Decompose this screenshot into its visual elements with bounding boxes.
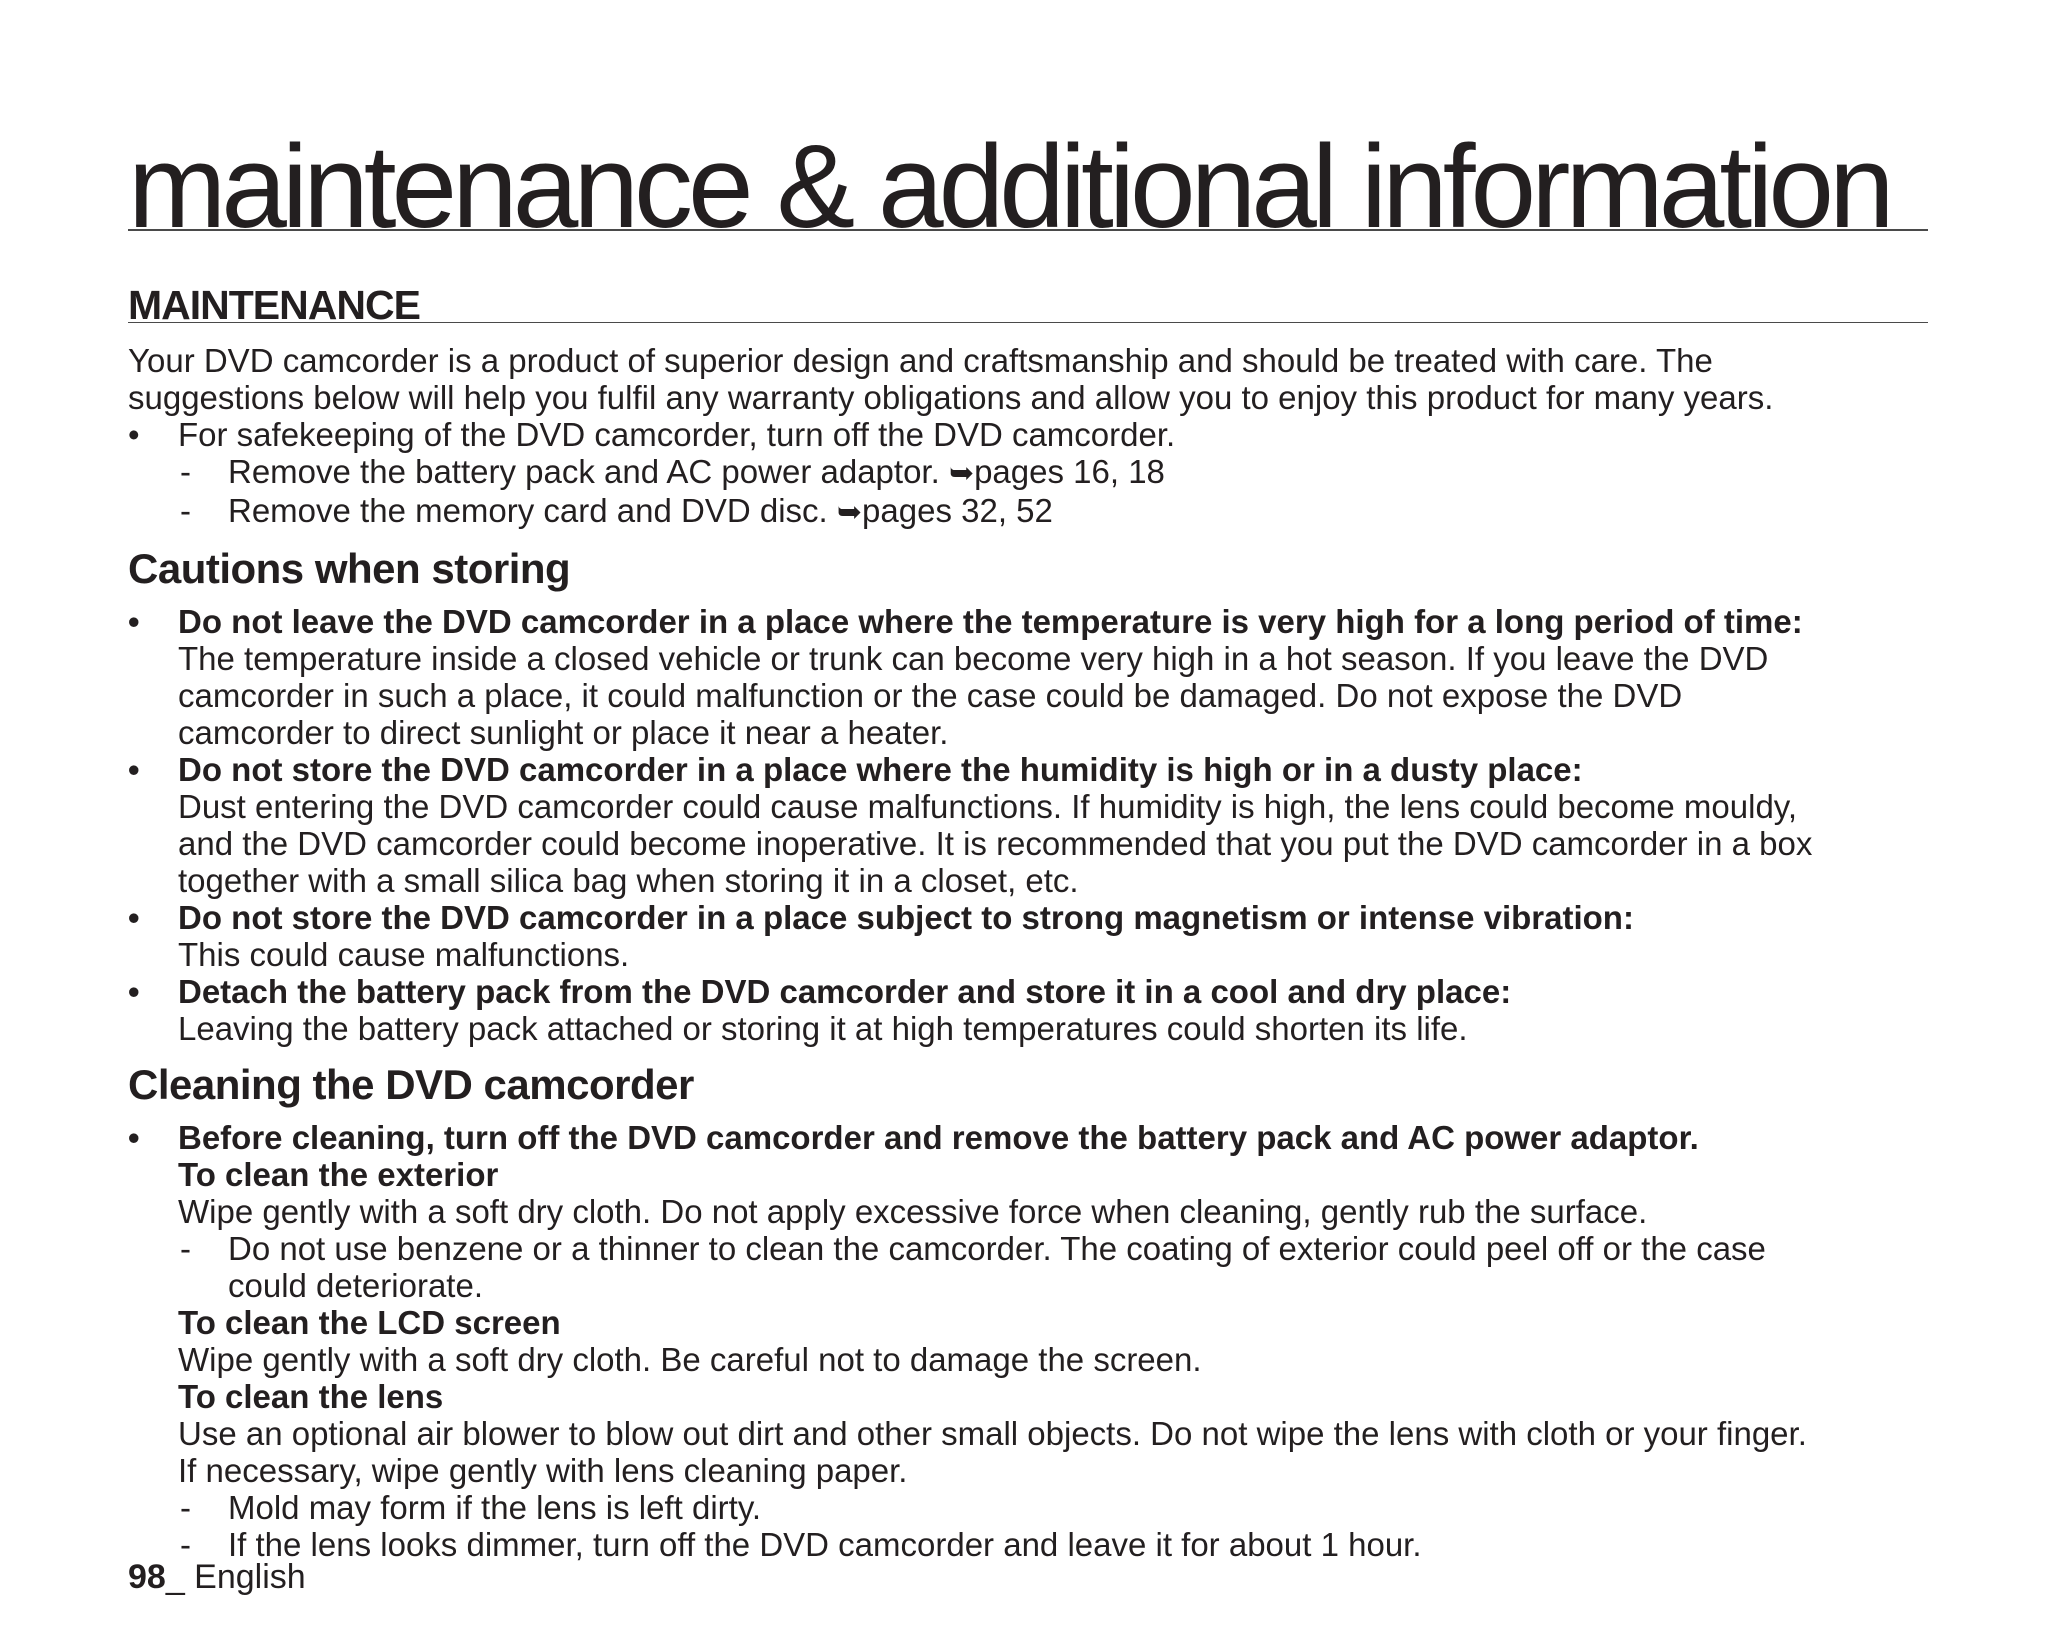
lcd-title: To clean the LCD screen [178,1304,561,1341]
exterior-dash-1: - Do not use benzene or a thinner to clean the camcorder. The coating of exterior could peel off or the case [180,1230,1766,1267]
bullet-icon: • [128,899,140,936]
caution-1-text-2: camcorder in such a place, it could malfunction or the case could be damaged. Do not expose the DVD [178,677,1683,714]
intro-line-2: suggestions below will help you fulfil any warranty obligations and allow you to enjoy this product for many years. [128,379,1774,416]
dash-icon: - [180,1526,191,1563]
caution-1-text-3: camcorder to direct sunlight or place it near a heater. [178,714,949,751]
section-divider [128,322,1928,323]
bullet-icon: • [128,603,140,640]
bullet-icon: • [128,973,140,1010]
caution-1-text-1: The temperature inside a closed vehicle or trunk can become very high in a hot season. If you leave the DVD [178,640,1769,677]
dash-icon: - [180,492,191,529]
cautions-heading: Cautions when storing [128,545,571,592]
lens-text-1: Use an optional air blower to blow out dirt and other small objects. Do not wipe the lens with cloth or your finger. [178,1415,1807,1452]
page-reference-arrow-icon: ➥ [948,457,975,490]
safekeeping-dash-2: - Remove the memory card and DVD disc. ➥pages 32, 52 [180,492,1053,529]
caution-2-text-2: and the DVD camcorder could become inoperative. It is recommended that you put the DVD camcorder in a box [178,825,1813,862]
intro-line-1: Your DVD camcorder is a product of superior design and craftsmanship and should be treated with care. The [128,342,1713,379]
footer-language: _ English [165,1558,306,1596]
exterior-title: To clean the exterior [178,1156,499,1193]
caution-3-text-1: This could cause malfunctions. [178,936,630,973]
page-body [128,342,1928,1563]
caution-4-title: • Detach the battery pack from the DVD camcorder and store it in a cool and dry place: [128,973,1512,1010]
page-number: 98 [128,1558,166,1596]
safekeeping-bullet: • For safekeeping of the DVD camcorder, turn off the DVD camcorder. [128,416,1176,453]
cleaning-heading: Cleaning the DVD camcorder [128,1061,694,1108]
lens-title: To clean the lens [178,1378,444,1415]
title-divider [128,229,1928,231]
dash-icon: - [180,1230,191,1267]
lcd-text: Wipe gently with a soft dry cloth. Be careful not to damage the screen. [178,1341,1202,1378]
bullet-icon: • [128,1119,140,1156]
exterior-dash-1-cont: could deteriorate. [228,1267,483,1304]
bullet-icon: • [128,416,140,453]
lens-text-2: If necessary, wipe gently with lens cleaning paper. [178,1452,908,1489]
caution-1-title: • Do not leave the DVD camcorder in a place where the temperature is very high for a long period of time: [128,603,1803,640]
cleaning-bullet: • Before cleaning, turn off the DVD camcorder and remove the battery pack and AC power adaptor. [128,1119,1699,1156]
caution-2-text-1: Dust entering the DVD camcorder could cause malfunctions. If humidity is high, the lens could become mouldy, [178,788,1798,825]
caution-2-text-3: together with a small silica bag when storing it in a closet, etc. [178,862,1079,899]
page-reference: pages 16, 18 [974,453,1165,490]
bullet-icon: • [128,751,140,788]
caution-4-text-1: Leaving the battery pack attached or storing it at high temperatures could shorten its life. [178,1010,1468,1047]
page-footer [128,1558,306,1597]
page-reference: pages 32, 52 [862,492,1053,529]
page-title: maintenance & additional information [128,121,1890,253]
dash-icon: - [180,1489,191,1526]
lens-dash-2: - If the lens looks dimmer, turn off the DVD camcorder and leave it for about 1 hour. [180,1526,1422,1563]
caution-2-title: • Do not store the DVD camcorder in a place where the humidity is high or in a dusty place: [128,751,1583,788]
safekeeping-dash-1: - Remove the battery pack and AC power adaptor. ➥pages 16, 18 [180,453,1165,490]
page-reference-arrow-icon: ➥ [836,496,863,529]
exterior-text: Wipe gently with a soft dry cloth. Do not apply excessive force when cleaning, gently rub the surface. [178,1193,1648,1230]
caution-3-title: • Do not store the DVD camcorder in a place subject to strong magnetism or intense vibration: [128,899,1634,936]
dash-icon: - [180,453,191,490]
lens-dash-1: - Mold may form if the lens is left dirty. [180,1489,762,1526]
section-heading: MAINTENANCE [128,282,420,328]
